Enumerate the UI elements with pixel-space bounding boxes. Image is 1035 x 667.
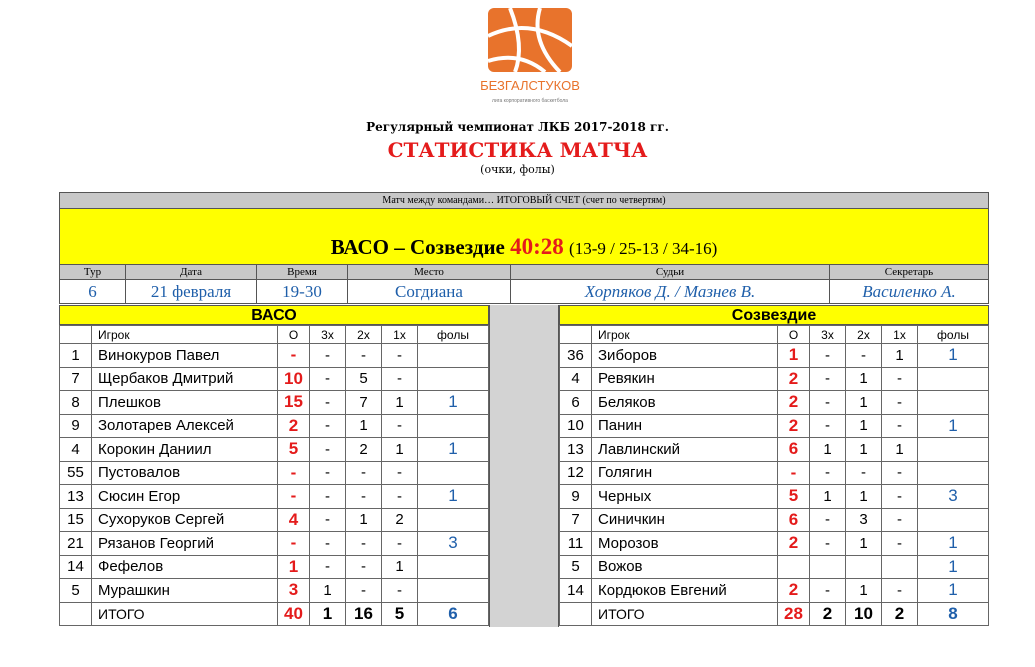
twos-cell: 1 — [846, 391, 882, 415]
player-number: 12 — [560, 461, 592, 485]
free-throws-cell — [882, 555, 918, 579]
table-divider — [489, 305, 559, 627]
fouls-cell: 1 — [918, 579, 989, 603]
player-row — [60, 532, 489, 556]
twos-cell: 1 — [346, 414, 382, 438]
points-cell: 2 — [778, 367, 810, 391]
fouls-cell — [418, 461, 489, 485]
player-name: Винокуров Павел — [92, 344, 278, 368]
free-throws-cell: - — [882, 485, 918, 509]
team-right-name: Созвездие — [559, 305, 989, 325]
player-number: 14 — [560, 579, 592, 603]
free-throws-cell: - — [882, 532, 918, 556]
points-cell: - — [278, 532, 310, 556]
threes-cell: - — [310, 438, 346, 462]
teams-area — [59, 305, 989, 627]
twos-cell: 2 — [346, 438, 382, 462]
threes-cell: - — [310, 414, 346, 438]
column-header: 1х — [882, 326, 918, 344]
twos-cell: 10 — [846, 602, 882, 626]
free-throws-cell: 1 — [882, 344, 918, 368]
fouls-cell — [418, 414, 489, 438]
final-score: 40:28 — [510, 234, 564, 259]
fouls-cell — [418, 579, 489, 603]
points-cell — [778, 555, 810, 579]
player-number: 1 — [60, 344, 92, 368]
column-header: 2х — [846, 326, 882, 344]
player-number: 15 — [60, 508, 92, 532]
points-cell: 3 — [278, 579, 310, 603]
points-cell: 5 — [278, 438, 310, 462]
player-name: Синичкин — [592, 508, 778, 532]
info-header-row — [59, 265, 989, 280]
free-throws-cell: - — [382, 414, 418, 438]
team-right-table — [559, 305, 989, 626]
free-throws-cell: 2 — [382, 508, 418, 532]
info-label-round: Тур — [60, 265, 126, 279]
player-row — [560, 579, 989, 603]
threes-cell: 1 — [310, 602, 346, 626]
fouls-cell — [918, 438, 989, 462]
free-throws-cell: - — [882, 367, 918, 391]
free-throws-cell: 2 — [882, 602, 918, 626]
team-left-table — [59, 305, 489, 626]
fouls-cell: 1 — [918, 414, 989, 438]
twos-cell: 1 — [846, 532, 882, 556]
twos-cell: - — [346, 555, 382, 579]
free-throws-cell: 1 — [882, 438, 918, 462]
logo-subtext: лига корпоративного баскетбола — [492, 98, 568, 104]
logo-text: БЕЗГАЛСТУКОВ — [480, 78, 580, 93]
player-name: ИТОГО — [592, 602, 778, 626]
player-row — [60, 579, 489, 603]
info-label-referees: Судьи — [511, 265, 830, 279]
twos-cell — [846, 555, 882, 579]
player-row — [60, 438, 489, 462]
free-throws-cell: 1 — [382, 438, 418, 462]
fouls-cell: 8 — [918, 602, 989, 626]
column-header: Игрок — [92, 326, 278, 344]
twos-cell: 1 — [346, 508, 382, 532]
points-cell: 6 — [778, 508, 810, 532]
column-header: фолы — [918, 326, 989, 344]
total-row — [560, 602, 989, 626]
twos-cell: - — [346, 344, 382, 368]
player-number: 6 — [560, 391, 592, 415]
threes-cell: - — [310, 508, 346, 532]
free-throws-cell: 5 — [382, 602, 418, 626]
player-number — [60, 602, 92, 626]
player-row — [560, 508, 989, 532]
match-teams: ВАСО – Созвездие — [330, 235, 505, 259]
player-number: 5 — [60, 579, 92, 603]
info-label-secretary: Секретарь — [884, 266, 934, 278]
player-number: 9 — [560, 485, 592, 509]
player-number — [560, 602, 592, 626]
player-number: 8 — [60, 391, 92, 415]
player-number: 9 — [60, 414, 92, 438]
points-cell: 6 — [778, 438, 810, 462]
column-header — [560, 326, 592, 344]
column-header: Игрок — [592, 326, 778, 344]
info-label-date: Дата — [126, 265, 257, 279]
team-left-stats — [59, 325, 489, 626]
round-value: 6 — [60, 280, 126, 303]
player-row — [560, 461, 989, 485]
fouls-cell — [418, 367, 489, 391]
points-cell: - — [778, 461, 810, 485]
twos-cell: 16 — [346, 602, 382, 626]
points-cell: 4 — [278, 508, 310, 532]
player-name: Кордюков Евгений — [592, 579, 778, 603]
player-number: 4 — [560, 367, 592, 391]
points-cell: 2 — [778, 391, 810, 415]
player-name: Панин — [592, 414, 778, 438]
threes-cell: - — [810, 579, 846, 603]
points-cell: 28 — [778, 602, 810, 626]
column-header: О — [278, 326, 310, 344]
player-number: 21 — [60, 532, 92, 556]
player-row — [60, 391, 489, 415]
threes-cell: - — [310, 391, 346, 415]
threes-cell: - — [310, 485, 346, 509]
player-row — [560, 344, 989, 368]
player-row — [560, 485, 989, 509]
fouls-cell: 3 — [418, 532, 489, 556]
fouls-cell — [418, 344, 489, 368]
free-throws-cell: 1 — [382, 555, 418, 579]
player-row — [560, 555, 989, 579]
points-cell: 1 — [778, 344, 810, 368]
points-cell: 10 — [278, 367, 310, 391]
player-name: Мурашкин — [92, 579, 278, 603]
player-name: Золотарев Алексей — [92, 414, 278, 438]
points-cell: - — [278, 344, 310, 368]
player-number: 36 — [560, 344, 592, 368]
free-throws-cell: - — [382, 367, 418, 391]
player-row — [560, 532, 989, 556]
twos-cell: - — [346, 532, 382, 556]
twos-cell: 5 — [346, 367, 382, 391]
player-row — [560, 438, 989, 462]
player-row — [560, 367, 989, 391]
score-line — [59, 209, 989, 265]
fouls-cell: 1 — [418, 438, 489, 462]
player-row — [60, 367, 489, 391]
threes-cell: 1 — [310, 579, 346, 603]
player-name: Беляков — [592, 391, 778, 415]
free-throws-cell: - — [382, 344, 418, 368]
team-left-name: ВАСО — [59, 305, 489, 325]
points-cell: 15 — [278, 391, 310, 415]
fouls-cell — [918, 508, 989, 532]
player-row — [60, 508, 489, 532]
player-name: Сюсин Егор — [92, 485, 278, 509]
twos-cell: - — [846, 461, 882, 485]
points-cell: 2 — [778, 579, 810, 603]
threes-cell: - — [310, 555, 346, 579]
column-header: О — [778, 326, 810, 344]
points-cell: 1 — [278, 555, 310, 579]
column-header: 2х — [346, 326, 382, 344]
column-header: 1х — [382, 326, 418, 344]
fouls-cell: 1 — [918, 344, 989, 368]
player-name: Корокин Даниил — [92, 438, 278, 462]
points-cell: 2 — [278, 414, 310, 438]
player-row — [60, 485, 489, 509]
info-label-time: Время — [257, 265, 348, 279]
twos-cell: - — [346, 461, 382, 485]
player-name: Сухоруков Сергей — [92, 508, 278, 532]
twos-cell: 3 — [846, 508, 882, 532]
fouls-cell — [418, 555, 489, 579]
threes-cell: - — [810, 344, 846, 368]
page-title: СТАТИСТИКА МАТЧА — [387, 138, 648, 162]
threes-cell: - — [810, 461, 846, 485]
info-label-venue: Место — [348, 265, 511, 279]
player-name: Морозов — [592, 532, 778, 556]
fouls-cell: 1 — [418, 485, 489, 509]
player-row — [60, 461, 489, 485]
secretary-value: Василенко А. — [862, 282, 956, 301]
stats-sheet — [59, 192, 989, 623]
points-cell: 40 — [278, 602, 310, 626]
fouls-cell — [918, 461, 989, 485]
team-right-stats — [559, 325, 989, 626]
total-row — [60, 602, 489, 626]
fouls-cell: 1 — [918, 555, 989, 579]
player-row — [560, 414, 989, 438]
player-number: 55 — [60, 461, 92, 485]
match-bar: Матч между командами… ИТОГОВЫЙ СЧЕТ (счет по четвертям) — [59, 192, 989, 209]
twos-cell: 1 — [846, 485, 882, 509]
player-name: Черных — [592, 485, 778, 509]
threes-cell: - — [310, 532, 346, 556]
player-name: Голягин — [592, 461, 778, 485]
date-value: 21 февраля — [126, 280, 257, 303]
page-subtitle: (очки, фолы) — [480, 163, 555, 176]
twos-cell: - — [846, 344, 882, 368]
column-header: фолы — [418, 326, 489, 344]
player-name: Плешков — [92, 391, 278, 415]
twos-cell: 1 — [846, 579, 882, 603]
table-header-row — [60, 326, 489, 344]
player-name: Лавлинский — [592, 438, 778, 462]
basketball-logo-icon — [470, 6, 590, 106]
twos-cell: - — [346, 485, 382, 509]
fouls-cell — [918, 391, 989, 415]
player-name: Ревякин — [592, 367, 778, 391]
player-name: Зиборов — [592, 344, 778, 368]
player-number: 14 — [60, 555, 92, 579]
player-row — [560, 391, 989, 415]
fouls-cell — [918, 367, 989, 391]
threes-cell: 1 — [810, 485, 846, 509]
column-header: 3х — [310, 326, 346, 344]
free-throws-cell: - — [882, 508, 918, 532]
threes-cell: - — [810, 367, 846, 391]
points-cell: 2 — [778, 532, 810, 556]
player-name: ИТОГО — [92, 602, 278, 626]
player-number: 10 — [560, 414, 592, 438]
free-throws-cell: - — [882, 461, 918, 485]
free-throws-cell: - — [882, 391, 918, 415]
free-throws-cell: - — [382, 461, 418, 485]
player-number: 4 — [60, 438, 92, 462]
points-cell: 5 — [778, 485, 810, 509]
column-header: 3х — [810, 326, 846, 344]
fouls-cell: 1 — [918, 532, 989, 556]
free-throws-cell: 1 — [382, 391, 418, 415]
threes-cell: - — [810, 508, 846, 532]
league-title: Регулярный чемпионат ЛКБ 2017-2018 гг. — [366, 120, 669, 134]
free-throws-cell: - — [882, 579, 918, 603]
fouls-cell — [418, 508, 489, 532]
points-cell: 2 — [778, 414, 810, 438]
free-throws-cell: - — [382, 485, 418, 509]
threes-cell: - — [310, 461, 346, 485]
player-row — [60, 344, 489, 368]
threes-cell: 1 — [810, 438, 846, 462]
free-throws-cell: - — [882, 414, 918, 438]
threes-cell: 2 — [810, 602, 846, 626]
fouls-cell: 6 — [418, 602, 489, 626]
info-value-row — [59, 280, 989, 304]
threes-cell: - — [810, 532, 846, 556]
threes-cell: - — [310, 344, 346, 368]
player-number: 11 — [560, 532, 592, 556]
table-header-row — [560, 326, 989, 344]
player-row — [60, 555, 489, 579]
player-name: Вожов — [592, 555, 778, 579]
player-number: 5 — [560, 555, 592, 579]
fouls-cell: 1 — [418, 391, 489, 415]
time-value: 19-30 — [257, 280, 348, 303]
free-throws-cell: - — [382, 579, 418, 603]
threes-cell: - — [810, 414, 846, 438]
player-number: 7 — [560, 508, 592, 532]
column-header — [60, 326, 92, 344]
player-number: 7 — [60, 367, 92, 391]
player-name: Пустовалов — [92, 461, 278, 485]
twos-cell: 1 — [846, 414, 882, 438]
player-name: Щербаков Дмитрий — [92, 367, 278, 391]
referees-value: Хорпяков Д. / Мазнев В. — [511, 280, 830, 303]
threes-cell: - — [310, 367, 346, 391]
threes-cell: - — [810, 391, 846, 415]
twos-cell: - — [346, 579, 382, 603]
twos-cell: 1 — [846, 438, 882, 462]
twos-cell: 7 — [346, 391, 382, 415]
player-row — [60, 414, 489, 438]
fouls-cell: 3 — [918, 485, 989, 509]
free-throws-cell: - — [382, 532, 418, 556]
points-cell: - — [278, 485, 310, 509]
quarter-scores: (13-9 / 25-13 / 34-16) — [569, 239, 718, 258]
player-name: Рязанов Георгий — [92, 532, 278, 556]
threes-cell — [810, 555, 846, 579]
player-number: 13 — [60, 485, 92, 509]
twos-cell: 1 — [846, 367, 882, 391]
player-name: Фефелов — [92, 555, 278, 579]
points-cell: - — [278, 461, 310, 485]
venue-value: Согдиана — [348, 280, 511, 303]
player-number: 13 — [560, 438, 592, 462]
